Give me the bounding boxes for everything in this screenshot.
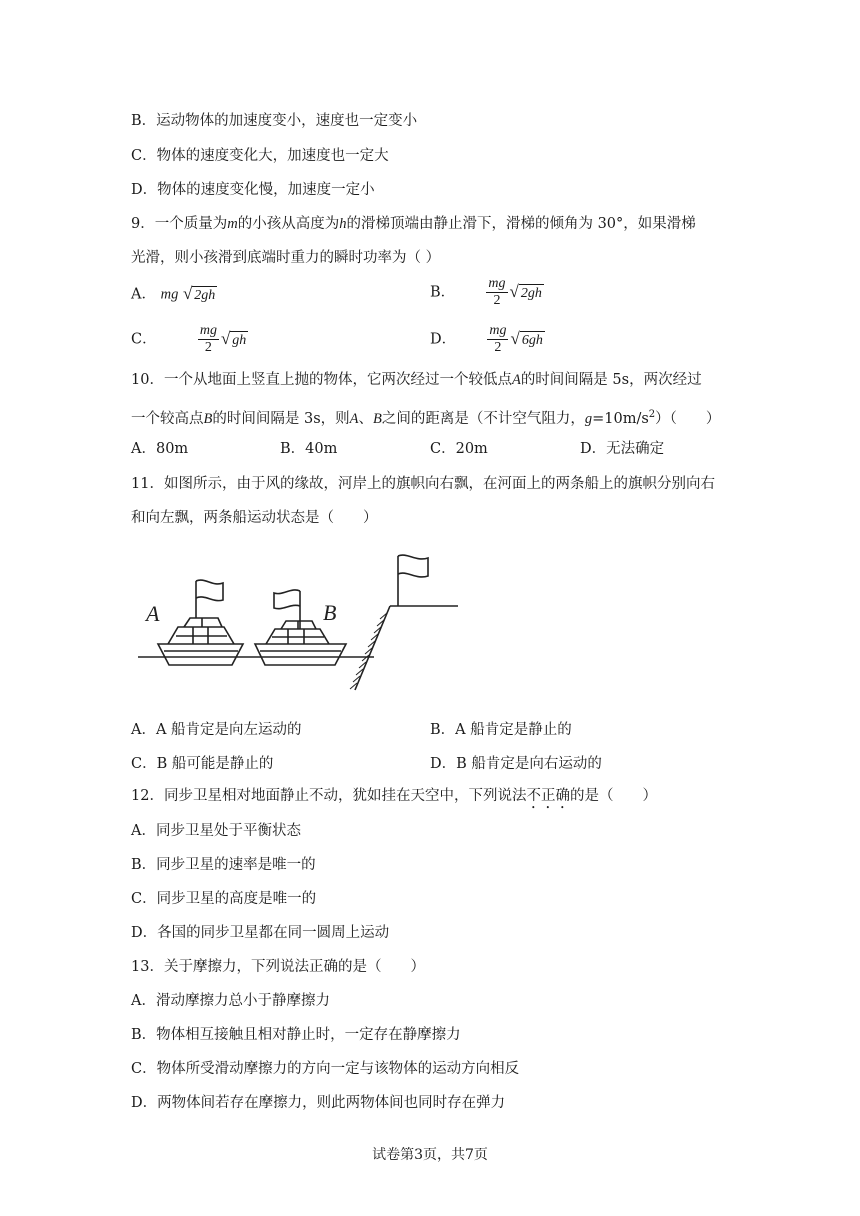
- boat-a-label: A: [146, 601, 160, 626]
- q9-option-d-denominator: 2: [494, 340, 502, 355]
- q10-text-5: 之间的距离是（不计空气阻力，: [381, 410, 585, 427]
- boat-a: [158, 580, 243, 665]
- q9-option-d-fraction: [487, 323, 508, 356]
- q11-stem-line2: 和向左飘，两条船运动状态是（ ）: [131, 510, 378, 526]
- q9-option-d: [430, 323, 545, 356]
- q9-var-m: m: [227, 216, 238, 232]
- q10-text-7: ）（ ）: [655, 410, 721, 427]
- q10-option-d: D．无法确定: [580, 441, 665, 457]
- q10-text-1: 10．一个从地面上竖直上抛的物体，它两次经过一个较低点: [131, 372, 512, 388]
- q13-option-b: B．物体相互接触且相对静止时，一定存在静摩擦力: [131, 1027, 461, 1043]
- q9-option-b-radicand: 2gh: [520, 286, 542, 301]
- q10-point-b-2: B: [373, 410, 382, 427]
- q11-option-c: C．B 船可能是静止的: [131, 756, 274, 772]
- q9-option-c-numerator: mg: [199, 323, 217, 338]
- q9-option-c-sqrt: √ gh: [220, 329, 247, 348]
- q10-stem-line1: [131, 370, 702, 390]
- q9-option-b-numerator: mg: [488, 276, 506, 291]
- q10-text-4: 的时间间隔是 3s，则: [212, 410, 350, 427]
- q13-option-d: D．两物体间若存在摩擦力，则此两物体间也同时存在弹力: [131, 1095, 506, 1111]
- q9-option-b-label: B．: [430, 284, 456, 301]
- q12-stem-suffix: 的是（ ）: [569, 788, 657, 804]
- q9-option-c: [131, 323, 248, 356]
- q10-var-g: g: [584, 410, 593, 427]
- q11-option-d: D．B 船肯定是向右运动的: [430, 756, 602, 772]
- q10-point-a: A: [511, 372, 521, 388]
- q9-stem-line1: [131, 214, 696, 234]
- shore-flag: [398, 555, 428, 606]
- q9-option-a-sqrt: √ 2gh: [182, 284, 216, 303]
- q9-stem-suffix: 的滑梯顶端由静止滑下，滑梯的倾角为 30°，如果滑梯: [346, 216, 696, 232]
- q8-option-b: B．运动物体的加速度变小，速度也一定变小: [131, 113, 418, 129]
- q13-option-a: A．滑动摩擦力总小于静摩擦力: [131, 993, 330, 1009]
- q10-point-a-2: A: [349, 410, 359, 427]
- q9-option-d-radicand: 6gh: [521, 333, 543, 348]
- q9-option-a-label: A．: [131, 286, 156, 303]
- q10-point-b: B: [203, 410, 213, 427]
- q9-option-a: [131, 284, 217, 305]
- q10-separator: 、: [358, 410, 373, 427]
- q9-stem-mid: 的小孩从高度为: [237, 216, 340, 232]
- q10-stem-line2: [131, 405, 720, 429]
- q10-text-6: =10m/s: [592, 410, 649, 427]
- q8-option-c: C．物体的速度变化大，加速度也一定大: [131, 148, 389, 164]
- q12-option-c: C．同步卫星的高度是唯一的: [131, 891, 317, 907]
- boats-and-flag-figure: [138, 548, 468, 693]
- q12-option-d: D．各国的同步卫星都在同一圆周上运动: [131, 925, 390, 941]
- q12-stem-prefix: 12．同步卫星相对地面静止不动，犹如挂在天空中，下列说法: [131, 788, 527, 804]
- q12-emphasized-text: 不正确: [526, 788, 570, 804]
- q9-option-d-sqrt: √ 6gh: [510, 329, 543, 348]
- q10-superscript: 2: [648, 409, 656, 420]
- q9-option-c-fraction: [198, 323, 219, 356]
- q9-option-d-label: D．: [430, 331, 457, 348]
- q10-text-3: 一个较高点: [131, 410, 204, 427]
- q9-var-h: h: [339, 216, 347, 232]
- q11-option-a: A．A 船肯定是向左运动的: [131, 722, 302, 738]
- page-footer: 试卷第3页，共7页: [372, 1147, 488, 1163]
- river-bank: [350, 606, 458, 690]
- q9-option-b-denominator: 2: [493, 293, 501, 308]
- q10-option-c: C．20m: [430, 441, 488, 457]
- q9-option-a-coef: mg: [160, 286, 179, 303]
- q10-option-b: B．40m: [280, 441, 338, 457]
- q12-option-a: A．同步卫星处于平衡状态: [131, 823, 301, 839]
- q13-option-c: C．物体所受滑动摩擦力的方向一定与该物体的运动方向相反: [131, 1061, 520, 1077]
- q9-option-a-radicand: 2gh: [194, 288, 216, 303]
- q11-option-b: B．A 船肯定是静止的: [430, 722, 572, 738]
- q9-option-c-radicand: gh: [232, 333, 247, 348]
- q12-stem: [131, 786, 657, 812]
- q8-option-d: D．物体的速度变化慢，加速度一定小: [131, 182, 375, 198]
- q9-option-b-fraction: [486, 276, 507, 309]
- q9-option-c-denominator: 2: [204, 340, 212, 355]
- q9-option-c-label: C．: [131, 331, 157, 348]
- q9-stem-prefix: 9．一个质量为: [131, 216, 228, 232]
- q10-text-2: 的时间间隔是 5s，两次经过: [520, 372, 702, 388]
- q9-option-d-numerator: mg: [489, 323, 507, 338]
- q9-option-b-sqrt: √ 2gh: [509, 282, 542, 301]
- boat-b-label: B: [323, 600, 337, 625]
- q10-option-a: A．80m: [131, 441, 189, 457]
- q9-stem-line2: 光滑，则小孩滑到底端时重力的瞬时功率为（ ）: [131, 250, 441, 266]
- q11-stem-line1: 11．如图所示，由于风的缘故，河岸上的旗帜向右飘，在河面上的两条船上的旗帜分别向右: [131, 476, 715, 492]
- q9-option-b: [430, 276, 544, 309]
- q12-option-b: B．同步卫星的速率是唯一的: [131, 857, 316, 873]
- q13-stem: 13．关于摩擦力，下列说法正确的是（ ）: [131, 959, 425, 975]
